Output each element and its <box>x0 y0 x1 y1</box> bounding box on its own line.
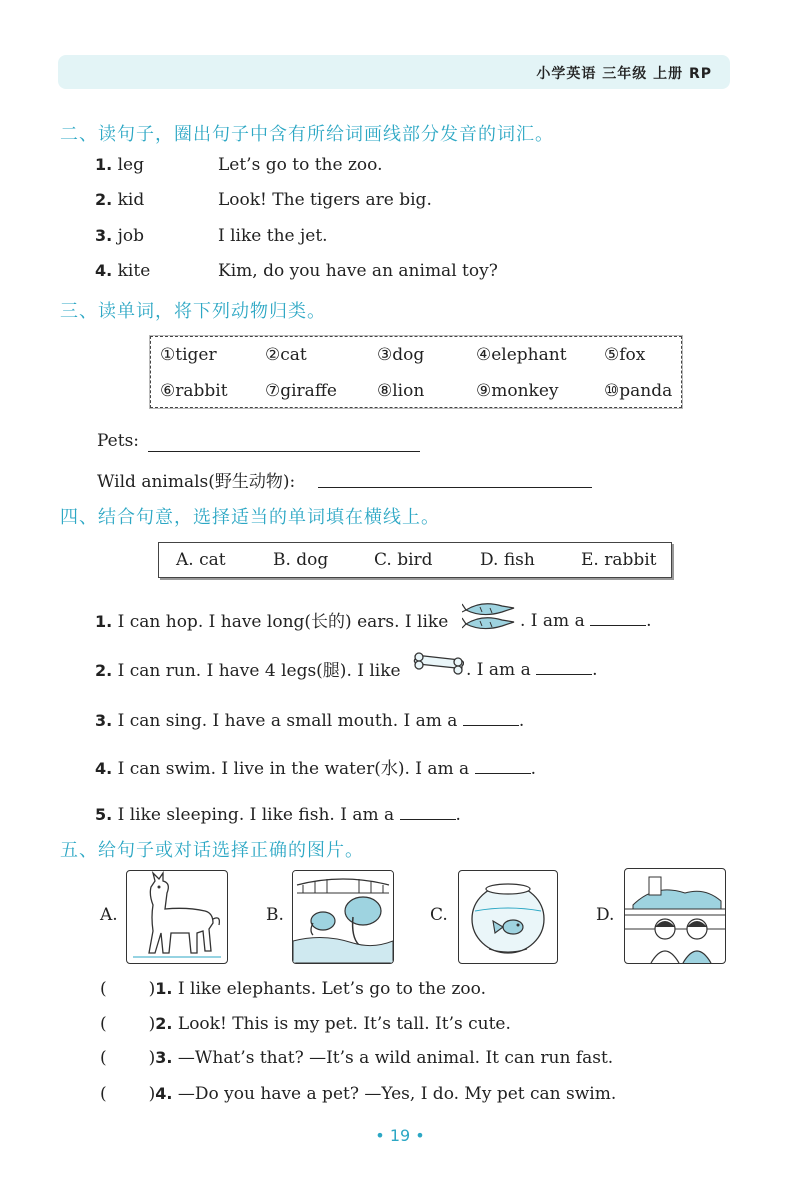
alpaca-picture <box>126 870 228 964</box>
s4-q2-blank[interactable] <box>536 656 592 675</box>
s4-q2-num: 2. <box>95 661 113 680</box>
bone-icon <box>412 648 464 682</box>
s4-q2-text-b: . I am a <box>466 660 531 680</box>
goldfish-bowl-picture <box>458 870 558 964</box>
option-a: A. cat <box>176 550 226 570</box>
s2-item-1 <box>95 155 144 175</box>
s4-q3-blank[interactable] <box>463 707 519 726</box>
s4-q3-end: . <box>518 711 525 731</box>
carrot-icon <box>462 598 518 634</box>
pets-label: Pets: <box>97 431 140 451</box>
s2-sentence-3: I like the jet. <box>218 226 328 246</box>
s4-q3-num: 3. <box>95 711 113 730</box>
word-3: ③dog <box>377 345 425 365</box>
word-5: ⑤fox <box>604 345 646 365</box>
s5-q1-num: 1. <box>155 979 173 998</box>
header-band <box>58 55 730 89</box>
option-d: D. fish <box>480 550 535 570</box>
s4-q1-blank[interactable] <box>590 607 646 626</box>
option-c: C. bird <box>374 550 433 570</box>
s4-q2-end: . <box>592 660 598 680</box>
s5-q1-open: ( <box>100 979 107 999</box>
word-6: ⑥rabbit <box>160 381 228 401</box>
s4-q5-num: 5. <box>95 805 113 824</box>
s2-num-3: 3. <box>95 226 113 245</box>
s5-q3-close: ) <box>148 1048 156 1068</box>
section-3-title: 三、读单词，将下列动物归类。 <box>60 301 326 322</box>
s5-q1-close: ) <box>148 979 156 999</box>
s5-q2-close: ) <box>148 1014 156 1034</box>
s4-q4-end: . <box>530 759 536 779</box>
s2-item-3 <box>95 226 144 246</box>
s2-num-4: 4. <box>95 261 113 280</box>
word-2: ②cat <box>265 345 307 365</box>
s5-q4-open: ( <box>100 1084 107 1104</box>
s4-q5-text: I like sleeping. I like fish. I am a <box>117 805 395 825</box>
s4-q3-text: I can sing. I have a small mouth. I am a <box>117 711 458 731</box>
word-7: ⑦giraffe <box>265 381 337 401</box>
s4-q1-text-a: I can hop. I have long(长的) ears. I like <box>117 612 449 632</box>
s5-q4-num: 4. <box>155 1084 173 1103</box>
section-2-title: 二、读句子，圈出句子中含有所给词画线部分发音的词汇。 <box>60 124 554 145</box>
s5-q4-close: ) <box>148 1084 156 1104</box>
word-9: ⑨monkey <box>476 381 559 401</box>
word-8: ⑧lion <box>377 381 425 401</box>
s2-word-3: job <box>117 226 145 246</box>
s5-q4 <box>100 1084 740 1104</box>
s2-sentence-2: Look! The tigers are big. <box>218 190 432 210</box>
s5-q1-text: I like elephants. Let’s go to the zoo. <box>177 979 486 999</box>
s5-q2-num: 2. <box>155 1014 173 1033</box>
s4-q5 <box>95 801 461 825</box>
s5-q3-open: ( <box>100 1048 107 1068</box>
word-1: ①tiger <box>160 345 217 365</box>
word-10: ⑩panda <box>604 381 673 401</box>
pic-label-c: C. <box>430 905 448 925</box>
word-4: ④elephant <box>476 345 567 365</box>
s2-word-4: kite <box>117 261 151 281</box>
s2-sentence-4: Kim, do you have an animal toy? <box>218 261 498 281</box>
s4-q2-text-a: I can run. I have 4 legs(腿). I like <box>117 661 401 681</box>
s5-q4-text: —Do you have a pet? —Yes, I do. My pet can swim. <box>177 1084 617 1104</box>
s2-word-2: kid <box>117 190 145 210</box>
s2-num-1: 1. <box>95 155 113 174</box>
s2-item-4 <box>95 261 150 281</box>
pic-label-d: D. <box>596 905 615 925</box>
page-number: • 19 • <box>375 1126 425 1145</box>
s4-q5-end: . <box>455 805 461 825</box>
s4-q3 <box>95 707 524 731</box>
s4-q1-text-b: . I am a <box>520 611 585 631</box>
s4-q2-tail <box>466 656 598 680</box>
s5-q1 <box>100 979 700 999</box>
s4-q1-end: . <box>646 611 652 631</box>
s4-q4 <box>95 754 536 779</box>
pic-label-b: B. <box>266 905 284 925</box>
pic-label-a: A. <box>100 905 118 925</box>
header-text: 小学英语 三年级 上册 RP <box>536 66 712 82</box>
s4-q4-num: 4. <box>95 759 113 778</box>
s2-sentence-1: Let’s go to the zoo. <box>218 155 383 175</box>
s5-q2 <box>100 1014 700 1034</box>
s2-num-2: 2. <box>95 190 113 209</box>
wild-label: Wild animals(野生动物): <box>97 472 296 492</box>
elephants-zoo-picture <box>292 870 394 964</box>
s4-q1-tail <box>520 607 652 631</box>
wild-answer-line[interactable] <box>318 469 592 488</box>
s5-q3-num: 3. <box>155 1048 173 1067</box>
section-4-title: 四、结合句意，选择适当的单词填在横线上。 <box>60 507 440 528</box>
s2-word-1: leg <box>117 155 145 175</box>
section-5-title: 五、给句子或对话选择正确的图片。 <box>60 840 364 861</box>
s5-q2-open: ( <box>100 1014 107 1034</box>
s4-q4-text: I can swim. I live in the water(水). I am a <box>117 759 470 779</box>
s4-q4-blank[interactable] <box>475 755 531 774</box>
kids-at-zoo-picture <box>624 868 726 964</box>
s5-q2-text: Look! This is my pet. It’s tall. It’s cute. <box>177 1014 511 1034</box>
option-e: E. rabbit <box>581 550 657 570</box>
s4-q1-num: 1. <box>95 612 113 631</box>
s4-q1 <box>95 607 448 632</box>
s2-item-2 <box>95 190 144 210</box>
s4-q2 <box>95 656 401 681</box>
option-b: B. dog <box>273 550 329 570</box>
s5-q3-text: —What’s that? —It’s a wild animal. It can run fast. <box>177 1048 614 1068</box>
s5-q3 <box>100 1048 740 1068</box>
pets-answer-line[interactable] <box>148 433 420 452</box>
s4-q5-blank[interactable] <box>400 801 456 820</box>
